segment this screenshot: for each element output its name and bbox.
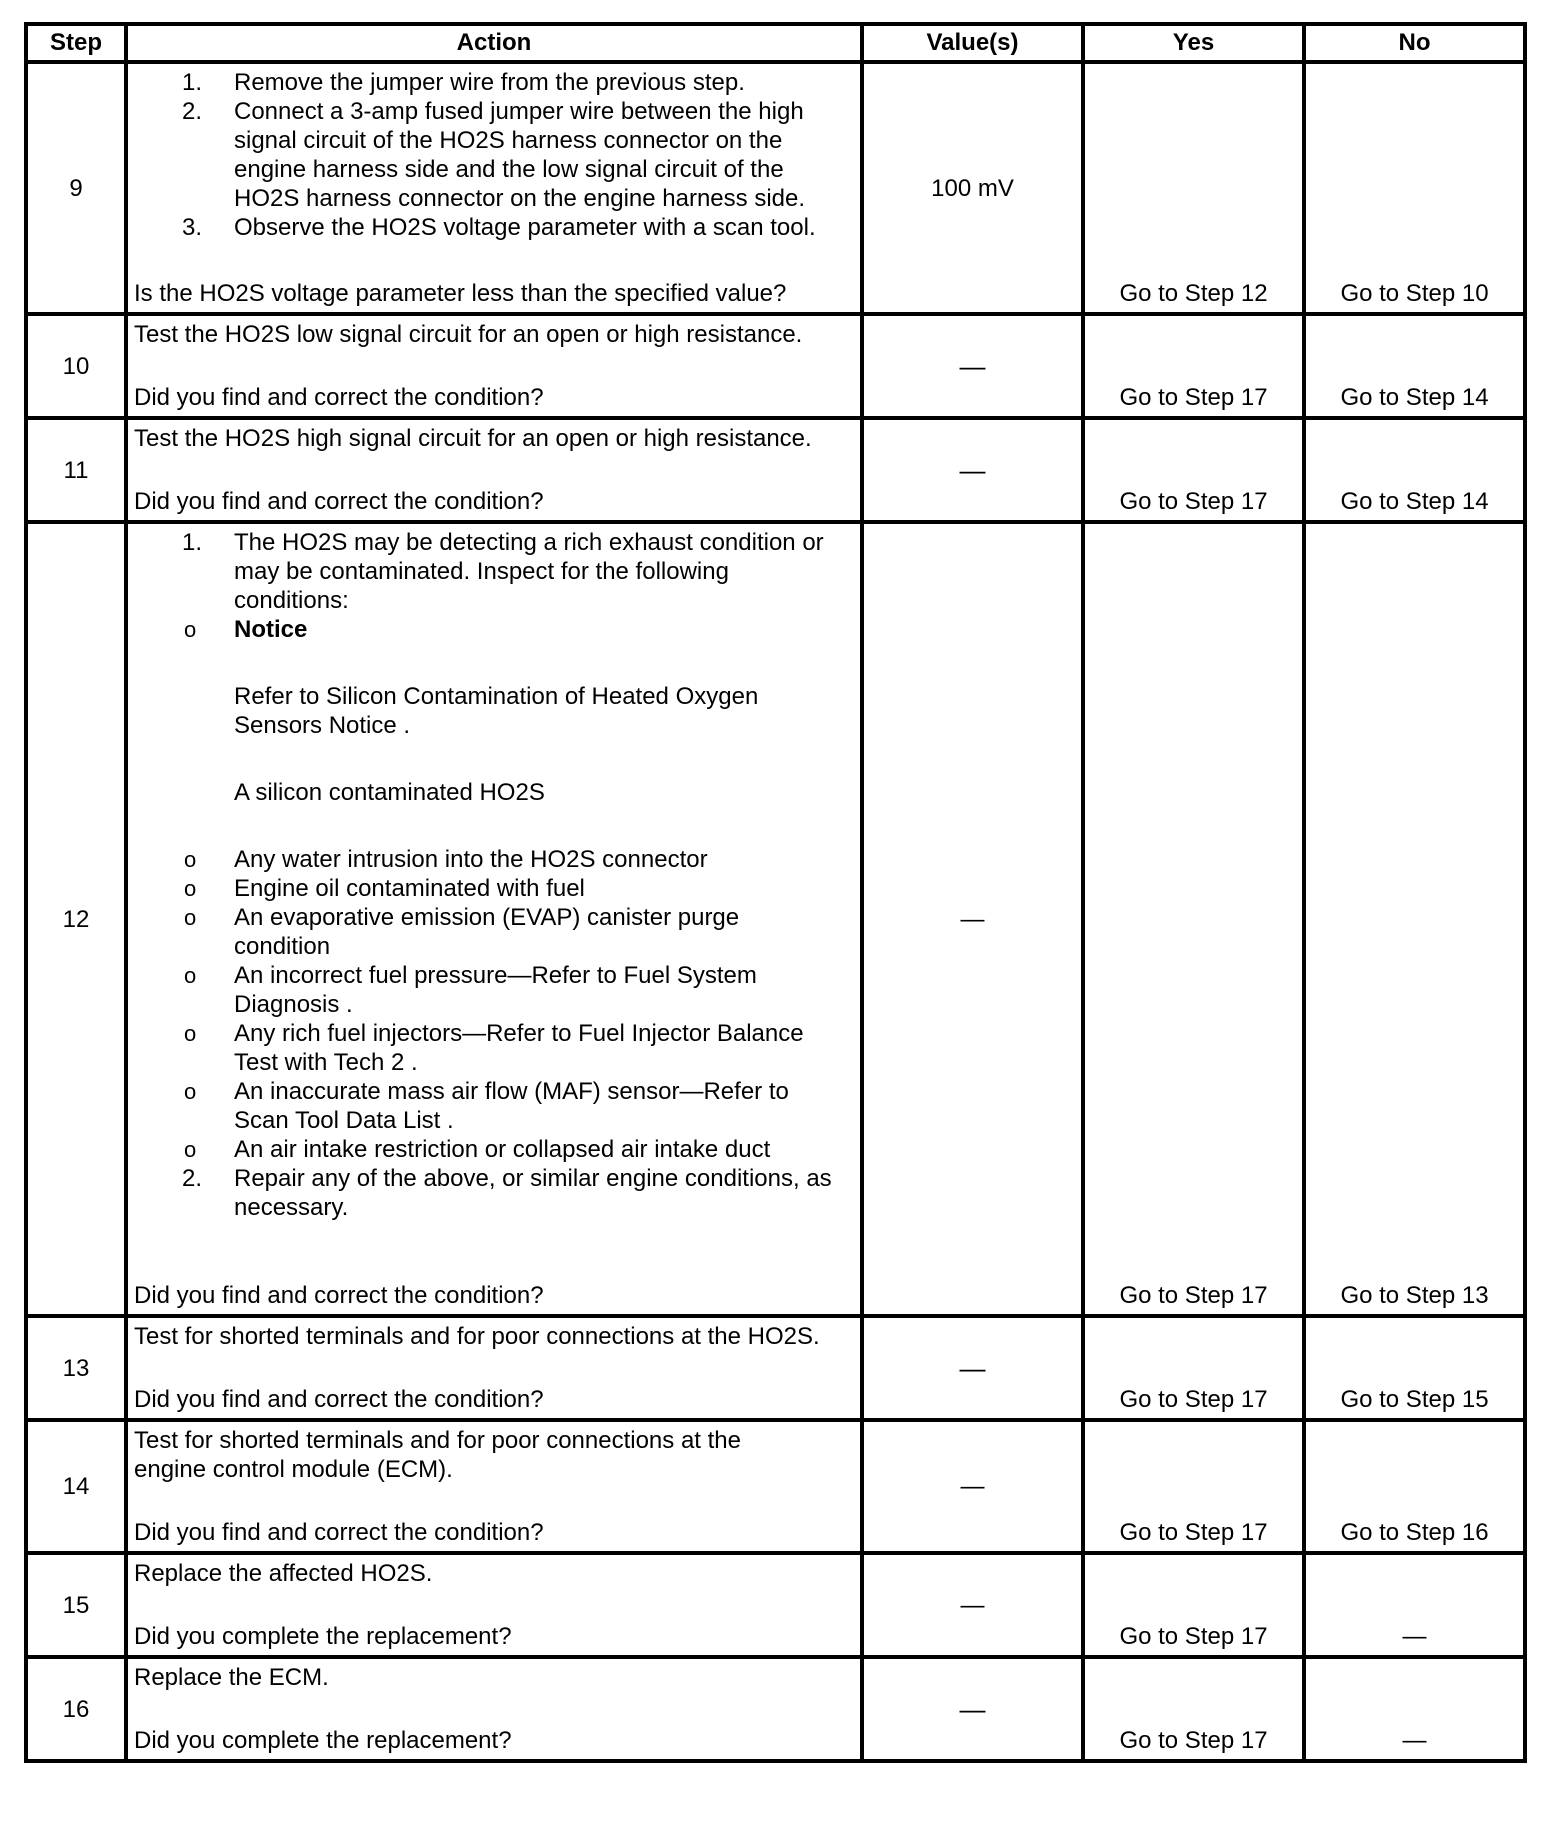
bullet-icon: o: [184, 1079, 197, 1104]
header-row: [26, 24, 1525, 62]
diagnostic-table: [24, 22, 1527, 1763]
step-number: 10: [26, 314, 126, 418]
bullet-icon: o: [184, 963, 197, 988]
value-cell: —: [862, 1553, 1083, 1657]
item-number: 2.: [182, 98, 203, 125]
notice-item: [134, 615, 844, 807]
list-item: [134, 97, 854, 213]
action-cell: [126, 314, 862, 418]
action-list: [134, 528, 854, 1222]
action-cell: [126, 1657, 862, 1761]
table-row-step-9: [26, 62, 1525, 314]
yes-link[interactable]: Go to Step 17: [1083, 1657, 1304, 1761]
yes-link[interactable]: Go to Step 12: [1083, 62, 1304, 314]
condition-text: Engine oil contaminated with fuel: [234, 875, 585, 902]
item-text: Repair any of the above, or similar engine conditions, as necessary.: [234, 1165, 832, 1221]
action-text: Replace the ECM.: [134, 1664, 329, 1691]
list-item: [134, 213, 854, 242]
action-text: Test the HO2S low signal circuit for an open or high resistance.: [134, 321, 803, 348]
question-text: Did you complete the replacement?: [134, 1727, 512, 1754]
item-number: 1.: [182, 69, 203, 96]
bullet-icon: o: [184, 1137, 197, 1162]
list-item: [134, 68, 854, 97]
step-number: 12: [26, 522, 126, 1316]
no-value: —: [1304, 1553, 1525, 1657]
step-number: 15: [26, 1553, 126, 1657]
item-text: Connect a 3-amp fused jumper wire between the high signal circuit of the HO2S harness connector on the engine harness side and the low signal circuit of the HO2S harness connector on the engine harness side.: [234, 98, 806, 212]
condition-list: [134, 615, 844, 1164]
action-cell: [126, 62, 862, 314]
bullet-icon: o: [184, 1021, 197, 1046]
condition-text: An inaccurate mass air flow (MAF) sensor—Refer to Scan Tool Data List .: [234, 1078, 789, 1134]
step-number: 14: [26, 1420, 126, 1553]
yes-link[interactable]: Go to Step 17: [1083, 522, 1304, 1316]
value-cell: 100 mV: [862, 62, 1083, 314]
yes-link[interactable]: Go to Step 17: [1083, 418, 1304, 522]
bullet-icon: o: [184, 617, 197, 642]
list-item: [134, 1019, 844, 1077]
header-values: Value(s): [862, 24, 1083, 62]
action-cell: [126, 418, 862, 522]
step-number: 13: [26, 1316, 126, 1420]
diagnostic-table-container: [24, 22, 1523, 1763]
header-yes: Yes: [1083, 24, 1304, 62]
yes-link[interactable]: Go to Step 17: [1083, 314, 1304, 418]
table-row-step-14: [26, 1420, 1525, 1553]
bullet-icon: o: [184, 905, 197, 930]
notice-reference: Refer to Silicon Contamination of Heated Oxygen Sensors Notice .: [234, 683, 759, 739]
bullet-icon: o: [184, 847, 197, 872]
list-item: [134, 845, 844, 874]
list-item: [134, 903, 844, 961]
action-text: Replace the affected HO2S.: [134, 1560, 433, 1587]
question-text: Did you find and correct the condition?: [134, 1519, 544, 1546]
header-action: Action: [126, 24, 862, 62]
list-item: [134, 1164, 854, 1222]
table-row-step-15: [26, 1553, 1525, 1657]
item-text: Remove the jumper wire from the previous step.: [234, 69, 745, 96]
condition-text: An incorrect fuel pressure—Refer to Fuel System Diagnosis .: [234, 962, 757, 1018]
list-item: [134, 528, 854, 1164]
item-number: 1.: [182, 529, 203, 556]
table-row-step-11: [26, 418, 1525, 522]
list-item: [134, 1135, 844, 1164]
action-cell: [126, 1420, 862, 1553]
table-row-step-12: [26, 522, 1525, 1316]
value-cell: —: [862, 1657, 1083, 1761]
no-link[interactable]: Go to Step 15: [1304, 1316, 1525, 1420]
no-link[interactable]: Go to Step 10: [1304, 62, 1525, 314]
condition-text: Any rich fuel injectors—Refer to Fuel Injector Balance Test with Tech 2 .: [234, 1020, 804, 1076]
action-cell: [126, 1316, 862, 1420]
list-item: [134, 961, 844, 1019]
step-number: 16: [26, 1657, 126, 1761]
action-cell: [126, 522, 862, 1316]
yes-link[interactable]: Go to Step 17: [1083, 1553, 1304, 1657]
no-link[interactable]: Go to Step 16: [1304, 1420, 1525, 1553]
no-link[interactable]: Go to Step 14: [1304, 418, 1525, 522]
yes-link[interactable]: Go to Step 17: [1083, 1316, 1304, 1420]
question-text: Did you find and correct the condition?: [134, 1386, 544, 1413]
action-text: Test for shorted terminals and for poor connections at the HO2S.: [134, 1323, 820, 1350]
value-cell: —: [862, 418, 1083, 522]
action-list: [134, 68, 854, 242]
list-item: [134, 1077, 844, 1135]
value-cell: —: [862, 522, 1083, 1316]
action-text: Test the HO2S high signal circuit for an open or high resistance.: [134, 425, 812, 452]
notice-title: Notice: [234, 616, 308, 643]
list-item: [134, 874, 844, 903]
item-text: The HO2S may be detecting a rich exhaust condition or may be contaminated. Inspect for the following conditions:: [234, 529, 824, 614]
table-row-step-10: [26, 314, 1525, 418]
header-step: Step: [26, 24, 126, 62]
item-text: Observe the HO2S voltage parameter with a scan tool.: [234, 214, 816, 241]
question-text: Did you find and correct the condition?: [134, 488, 544, 515]
table-row-step-13: [26, 1316, 1525, 1420]
question-text: Did you complete the replacement?: [134, 1623, 512, 1650]
no-value: —: [1304, 1657, 1525, 1761]
action-cell: [126, 1553, 862, 1657]
condition-text: An evaporative emission (EVAP) canister purge condition: [234, 904, 740, 960]
step-number: 11: [26, 418, 126, 522]
yes-link[interactable]: Go to Step 17: [1083, 1420, 1304, 1553]
no-link[interactable]: Go to Step 14: [1304, 314, 1525, 418]
item-number: 2.: [182, 1165, 203, 1192]
action-text: Test for shorted terminals and for poor connections at the engine control module (ECM).: [134, 1427, 741, 1483]
value-cell: —: [862, 314, 1083, 418]
question-text: Is the HO2S voltage parameter less than the specified value?: [134, 280, 787, 307]
notice-text: A silicon contaminated HO2S: [234, 779, 545, 806]
table-row-step-16: [26, 1657, 1525, 1761]
step-number: 9: [26, 62, 126, 314]
condition-text: An air intake restriction or collapsed air intake duct: [234, 1136, 771, 1163]
bullet-icon: o: [184, 876, 197, 901]
question-text: Did you find and correct the condition?: [134, 384, 544, 411]
condition-text: Any water intrusion into the HO2S connector: [234, 846, 708, 873]
no-link[interactable]: Go to Step 13: [1304, 522, 1525, 1316]
question-text: Did you find and correct the condition?: [134, 1282, 544, 1309]
header-no: No: [1304, 24, 1525, 62]
value-cell: —: [862, 1420, 1083, 1553]
value-cell: —: [862, 1316, 1083, 1420]
item-number: 3.: [182, 214, 203, 241]
